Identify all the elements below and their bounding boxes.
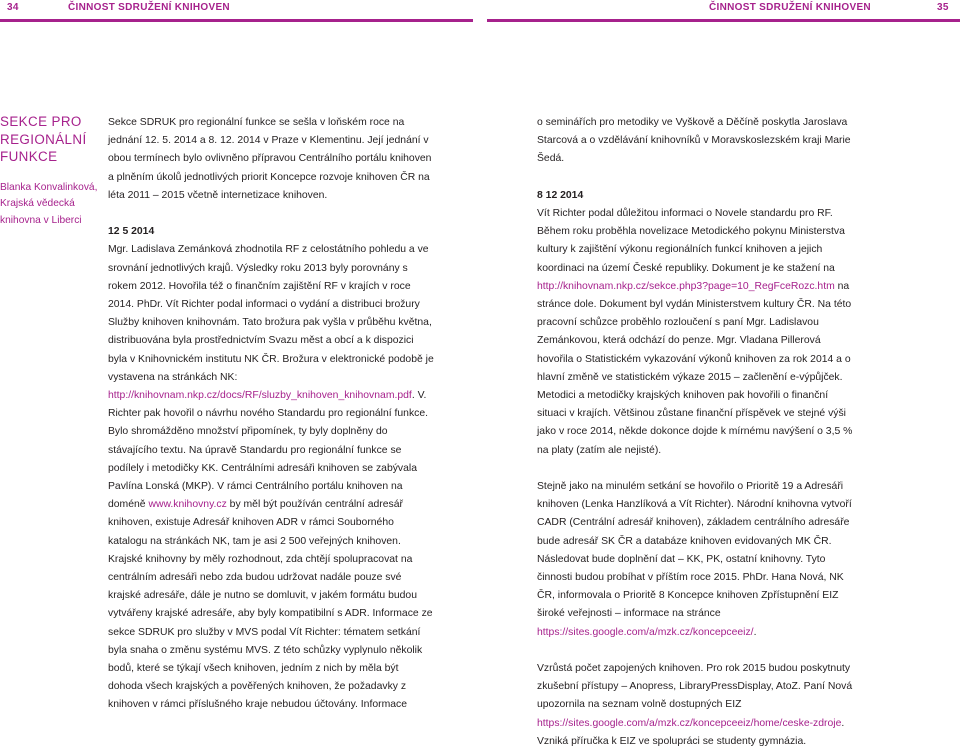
- page-number-right: 35: [937, 2, 949, 13]
- december-text-continued: na stránce dole. Dokument byl vydán Ministerstvem kultury ČR. Na této pracovní schůzce proběhlo rozloučení s paní Mgr. Ladislavou Zemánkovou, která odchází do penze. Mgr. Vladana Pillerová hovořila o Statistickém vykazování výkonů knihoven za rok 2014 a o hlavní změně ve statistickém výkaze 2015 – začlenění e-výpůjček. Metodici a metodičky krajských knihoven pak hovořili o finanční situaci v krajích. Většinou zůstane finanční příspěvek ve stejné výši jako v roce 2014, někde dokonce dojde k mírnému navýšení o 3,5 % na platy (zatím ale nejisté).: [537, 280, 853, 456]
- article-column-right: [537, 114, 859, 751]
- may-meeting-paragraph: [108, 241, 434, 714]
- section-title: SEKCE PRO REGIONÁLNÍ FUNKCE: [0, 114, 87, 164]
- meeting-date-may: 12 5 2014: [108, 226, 155, 238]
- regfce-link[interactable]: http://knihovnam.nkp.cz/sekce.php3?page=10_RegFceRozc.htm: [537, 280, 835, 292]
- page-number-left: 34: [7, 2, 19, 13]
- knihovny-link[interactable]: www.knihovny.cz: [148, 499, 227, 511]
- december-text: Vít Richter podal důležitou informaci o Novele standardu pro RF. Během roku proběhla novelizace Metodického pokynu Ministerstva kultury k zajištění výkonu regionálních funkcí knihoven a jejich koordinaci na území České republiky. Dokument je ke stažení na: [537, 208, 845, 274]
- meeting-date-december: 8 12 2014: [537, 189, 584, 201]
- section-author: Blanka Konvalinková, Krajská vědecká knihovna v Liberci: [0, 181, 98, 227]
- header-rule-left: [0, 19, 473, 22]
- eiz-text-end: . Vzniká příručka k EIZ ve spolupráci se studenty gymnázia.: [537, 717, 845, 747]
- priority-text-end: .: [753, 626, 757, 638]
- priority-text: Stejně jako na minulém setkání se hovořilo o Prioritě 19 a Adresáři knihoven (Lenka Hanzlíková a Vít Richter). Národní knihovna vytvoří CADR (Centrální adresář knihoven), základem centrálního adresáře bude adresář SK ČR a databáze knihoven evidovaných MK ČR. Následovat bude doplnění dat – KK, PK, ostatní knihovny. Tyto činnosti budou probíhat v příštím roce 2015. PhDr. Hana Nová, NK ČR, informovala o Prioritě 8 Koncepce knihoven Zpřístupnění EIZ široké veřejnosti – informace na stránce: [537, 481, 852, 620]
- may-text-end: by měl být používán centrální adresář knihoven, existuje Adresář knihoven ADR v rámci Souborného katalogu na stránkách NK, tam je asi 2 500 veřejných knihoven. Krajské knihovny by měly rozhodnout, zda chtějí spolupracovat na centrálním adresáři nebo zda budou udržovat nadále pouze své krajské adresáře, dále je nutno se domluvit, v jakém formátu budou vytvářeny krajské adresáře, aby byly kompatibilní s ADR. Informace ze sekce SDRUK pro služby v MVS podal Vít Richter: tématem setkání byla snaha o změnu systému MVS. Z této schůzky vyplynulo několik bodů, které se týkají všech knihoven, jedním z nich by měla být dohoda všech krajských a pověřených knihoven, že požadavky z knihoven v rámci příslušného kraje nebudou účtovány. Informace: [108, 499, 433, 711]
- header-rule-right: [487, 19, 960, 22]
- koncepceeiz-link[interactable]: https://sites.google.com/a/mzk.cz/koncepceeiz/: [537, 626, 754, 638]
- eiz-text: Vzrůstá počet zapojených knihoven. Pro rok 2015 budou poskytnuty zkušební přístupy – Anopress, LibraryPressDisplay, AtoZ. Paní Nová upozornila na seznam volně dostupných EIZ: [537, 663, 853, 711]
- brochure-link[interactable]: http://knihovnam.nkp.cz/docs/RF/sluzby_knihoven_knihovnam.pdf: [108, 390, 412, 402]
- continuation-paragraph: o seminářích pro metodiky ve Vyškově a Děčíně poskytla Jaroslava Starcová a o vzdělávání knihovníků v Moravskoslezském kraji Marie Šedá.: [537, 117, 851, 165]
- may-text-continued: . V. Richter pak hovořil o návrhu nového Standardu pro regionální funkce. Bylo shromážděno množství připomínek, ty byly doplněny do stávajícího textu. Na úpravě Standardu pro regionální funkce se podílely i metodičky KK. Centrálními adresáři knihoven se zabývala Pavlína Lonská (MKP). V rámci Centrálního portálu knihoven na doméně: [108, 390, 428, 511]
- intro-paragraph: Sekce SDRUK pro regionální funkce se sešla v loňském roce na jednání 12. 5. 2014 a 8. 12. 2014 v Praze v Klementinu. Její jednání v obou termínech bylo ovlivněno přípravou Centrálního portálu knihoven a plněním úkolů jednotlivých priorit Koncepce rozvoje knihoven ČR na léta 2011 – 2015 včetně internetizace knihoven.: [108, 117, 432, 201]
- december-meeting-paragraph: [537, 205, 859, 460]
- article-column-left: [108, 114, 434, 715]
- running-header-left: ČINNOST SDRUŽENÍ KNIHOVEN: [68, 2, 230, 13]
- may-text: Mgr. Ladislava Zemánková zhodnotila RF z celostátního pohledu a ve srovnání jednotlivých krajů. Výsledky roku 2013 byly porovnány s rokem 2012. Hovořila též o finančním zajištění RF v krajích v roce 2014. PhDr. Vít Richter podal informaci o vydání a distribuci brožury Služby knihoven knihovnám. Tato brožura pak vyšla v průběhu května, distribuována byla prostřednictvím Svazu měst a obcí a k dispozici byla v Knihovnickém institutu NK ČR. Brožura v elektronické podobě je vystavena na stránkách NK:: [108, 244, 434, 383]
- section-sidebar: [0, 113, 100, 230]
- running-header-right: ČINNOST SDRUŽENÍ KNIHOVEN: [709, 2, 871, 13]
- ceske-zdroje-link[interactable]: https://sites.google.com/a/mzk.cz/koncepceeiz/home/ceske-zdroje: [537, 717, 842, 729]
- priority-paragraph: [537, 478, 859, 642]
- eiz-paragraph: [537, 660, 859, 751]
